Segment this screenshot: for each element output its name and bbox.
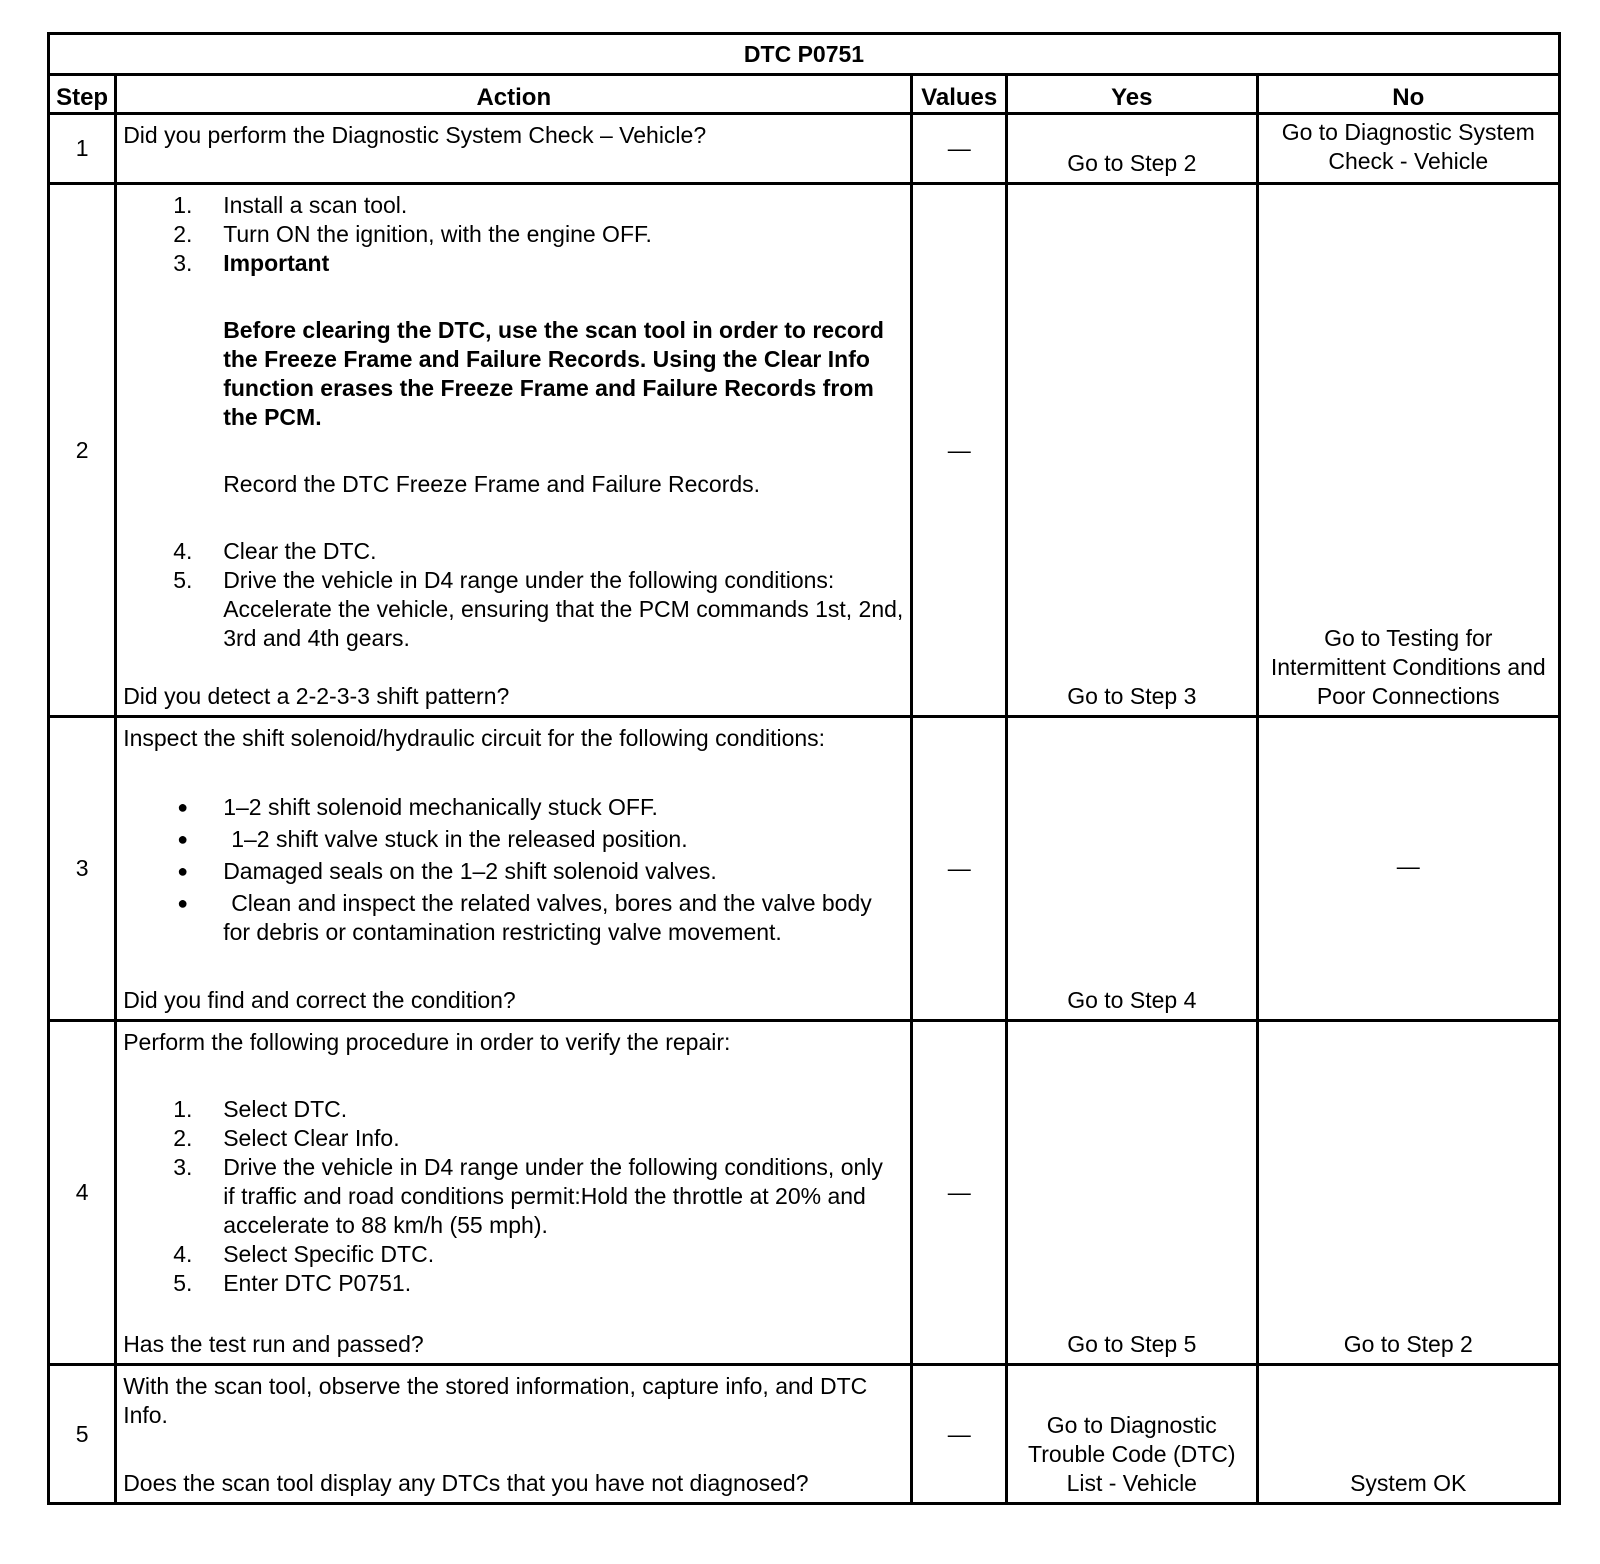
- list-item: 4. Clear the DTC.: [173, 538, 377, 564]
- step-number: 5: [49, 1365, 116, 1504]
- intro-text: With the scan tool, observe the stored information, capture info, and DTC Info.: [123, 1373, 868, 1428]
- action-cell: [116, 717, 912, 1021]
- table-row: [49, 184, 1560, 717]
- action-cell: [116, 1365, 912, 1504]
- yes-cell: Go to Step 5: [1007, 1021, 1257, 1365]
- action-text: Did you perform the Diagnostic System Check – Vehicle?: [123, 122, 707, 148]
- step-number: 4: [49, 1021, 116, 1365]
- list-item: ● Damaged seals on the 1–2 shift solenoid valves.: [123, 855, 904, 887]
- table-row: [49, 1365, 1560, 1504]
- question-text: Did you find and correct the condition?: [123, 987, 516, 1013]
- header-no: No: [1257, 75, 1559, 114]
- header-values: Values: [912, 75, 1007, 114]
- header-action: Action: [116, 75, 912, 114]
- procedure-list: [123, 1095, 904, 1298]
- dtc-table: [47, 32, 1561, 1505]
- values-cell: —: [912, 1365, 1007, 1504]
- list-item: 1. Select DTC.: [173, 1096, 348, 1122]
- intro-text: Perform the following procedure in order to verify the repair:: [123, 1029, 731, 1055]
- table-row: [49, 1021, 1560, 1365]
- step-number: 1: [49, 114, 116, 184]
- action-cell: [116, 1021, 912, 1365]
- no-cell: System OK: [1257, 1365, 1559, 1504]
- question-text: Does the scan tool display any DTCs that you have not diagnosed?: [123, 1470, 809, 1496]
- action-cell: [116, 114, 912, 184]
- header-step: Step: [49, 75, 116, 114]
- no-cell: —: [1257, 717, 1559, 1021]
- yes-cell: Go to Step 2: [1007, 114, 1257, 184]
- question-text: Has the test run and passed?: [123, 1331, 424, 1357]
- values-cell: —: [912, 114, 1007, 184]
- bullet-icon: ●: [177, 861, 189, 881]
- list-item: 5. Drive the vehicle in D4 range under the following conditions: Accelerate the vehicle, ensuring that the PCM commands 1st, 2nd, 3rd and 4th gears.: [173, 567, 904, 651]
- yes-cell: Go to Step 3: [1007, 184, 1257, 717]
- list-item: 1. Install a scan tool.: [173, 192, 408, 218]
- step-number: 3: [49, 717, 116, 1021]
- record-text: Record the DTC Freeze Frame and Failure Records.: [223, 471, 761, 497]
- table-row: [49, 717, 1560, 1021]
- yes-cell: Go to Step 4: [1007, 717, 1257, 1021]
- procedure-list: [123, 191, 904, 653]
- step-number: 2: [49, 184, 116, 717]
- yes-cell: Go to Diagnostic Trouble Code (DTC) List - Vehicle: [1007, 1365, 1257, 1504]
- condition-list: [123, 791, 904, 947]
- table-title: DTC P0751: [49, 34, 1560, 75]
- bullet-icon: ●: [177, 829, 189, 849]
- question-text: Did you detect a 2-2-3-3 shift pattern?: [123, 683, 510, 709]
- list-item: 2. Turn ON the ignition, with the engine OFF.: [173, 221, 652, 247]
- list-item: 3. Drive the vehicle in D4 range under the following conditions, only if traffic and road conditions permit:Hold the throttle at 20% and accelerate to 88 km/h (55 mph).: [173, 1154, 883, 1238]
- important-note: Before clearing the DTC, use the scan tool in order to record the Freeze Frame and Failure Records. Using the Clear Info function erases the Freeze Frame and Failure Records from the PCM.: [223, 317, 884, 430]
- list-item: ● Clean and inspect the related valves, bores and the valve body for debris or contamination restricting valve movement.: [177, 890, 872, 945]
- no-cell: Go to Step 2: [1257, 1021, 1559, 1365]
- table-row: [49, 114, 1560, 184]
- header-yes: Yes: [1007, 75, 1257, 114]
- bullet-icon: ●: [177, 797, 189, 817]
- list-item: ● 1–2 shift valve stuck in the released position.: [123, 823, 904, 855]
- list-item: 3. Important Before clearing the DTC, use the scan tool in order to record the Freeze Frame and Failure Records. Using the Clear Info function erases the Freeze Frame and Failure Records from the PCM. Record the DTC Freeze Frame and Failure Records.: [123, 249, 904, 537]
- no-cell: Go to Diagnostic System Check - Vehicle: [1257, 114, 1559, 184]
- action-cell: [116, 184, 912, 717]
- values-cell: —: [912, 184, 1007, 717]
- header-row: [49, 75, 1560, 114]
- list-item: 5. Enter DTC P0751.: [173, 1270, 412, 1296]
- list-item: 4. Select Specific DTC.: [173, 1241, 435, 1267]
- list-item: 2. Select Clear Info.: [173, 1125, 400, 1151]
- bullet-icon: ●: [177, 893, 189, 913]
- list-item: ● 1–2 shift solenoid mechanically stuck OFF.: [123, 791, 904, 823]
- intro-text: Inspect the shift solenoid/hydraulic circuit for the following conditions:: [123, 725, 826, 751]
- no-cell: Go to Testing for Intermittent Conditions and Poor Connections: [1257, 184, 1559, 717]
- values-cell: —: [912, 717, 1007, 1021]
- values-cell: —: [912, 1021, 1007, 1365]
